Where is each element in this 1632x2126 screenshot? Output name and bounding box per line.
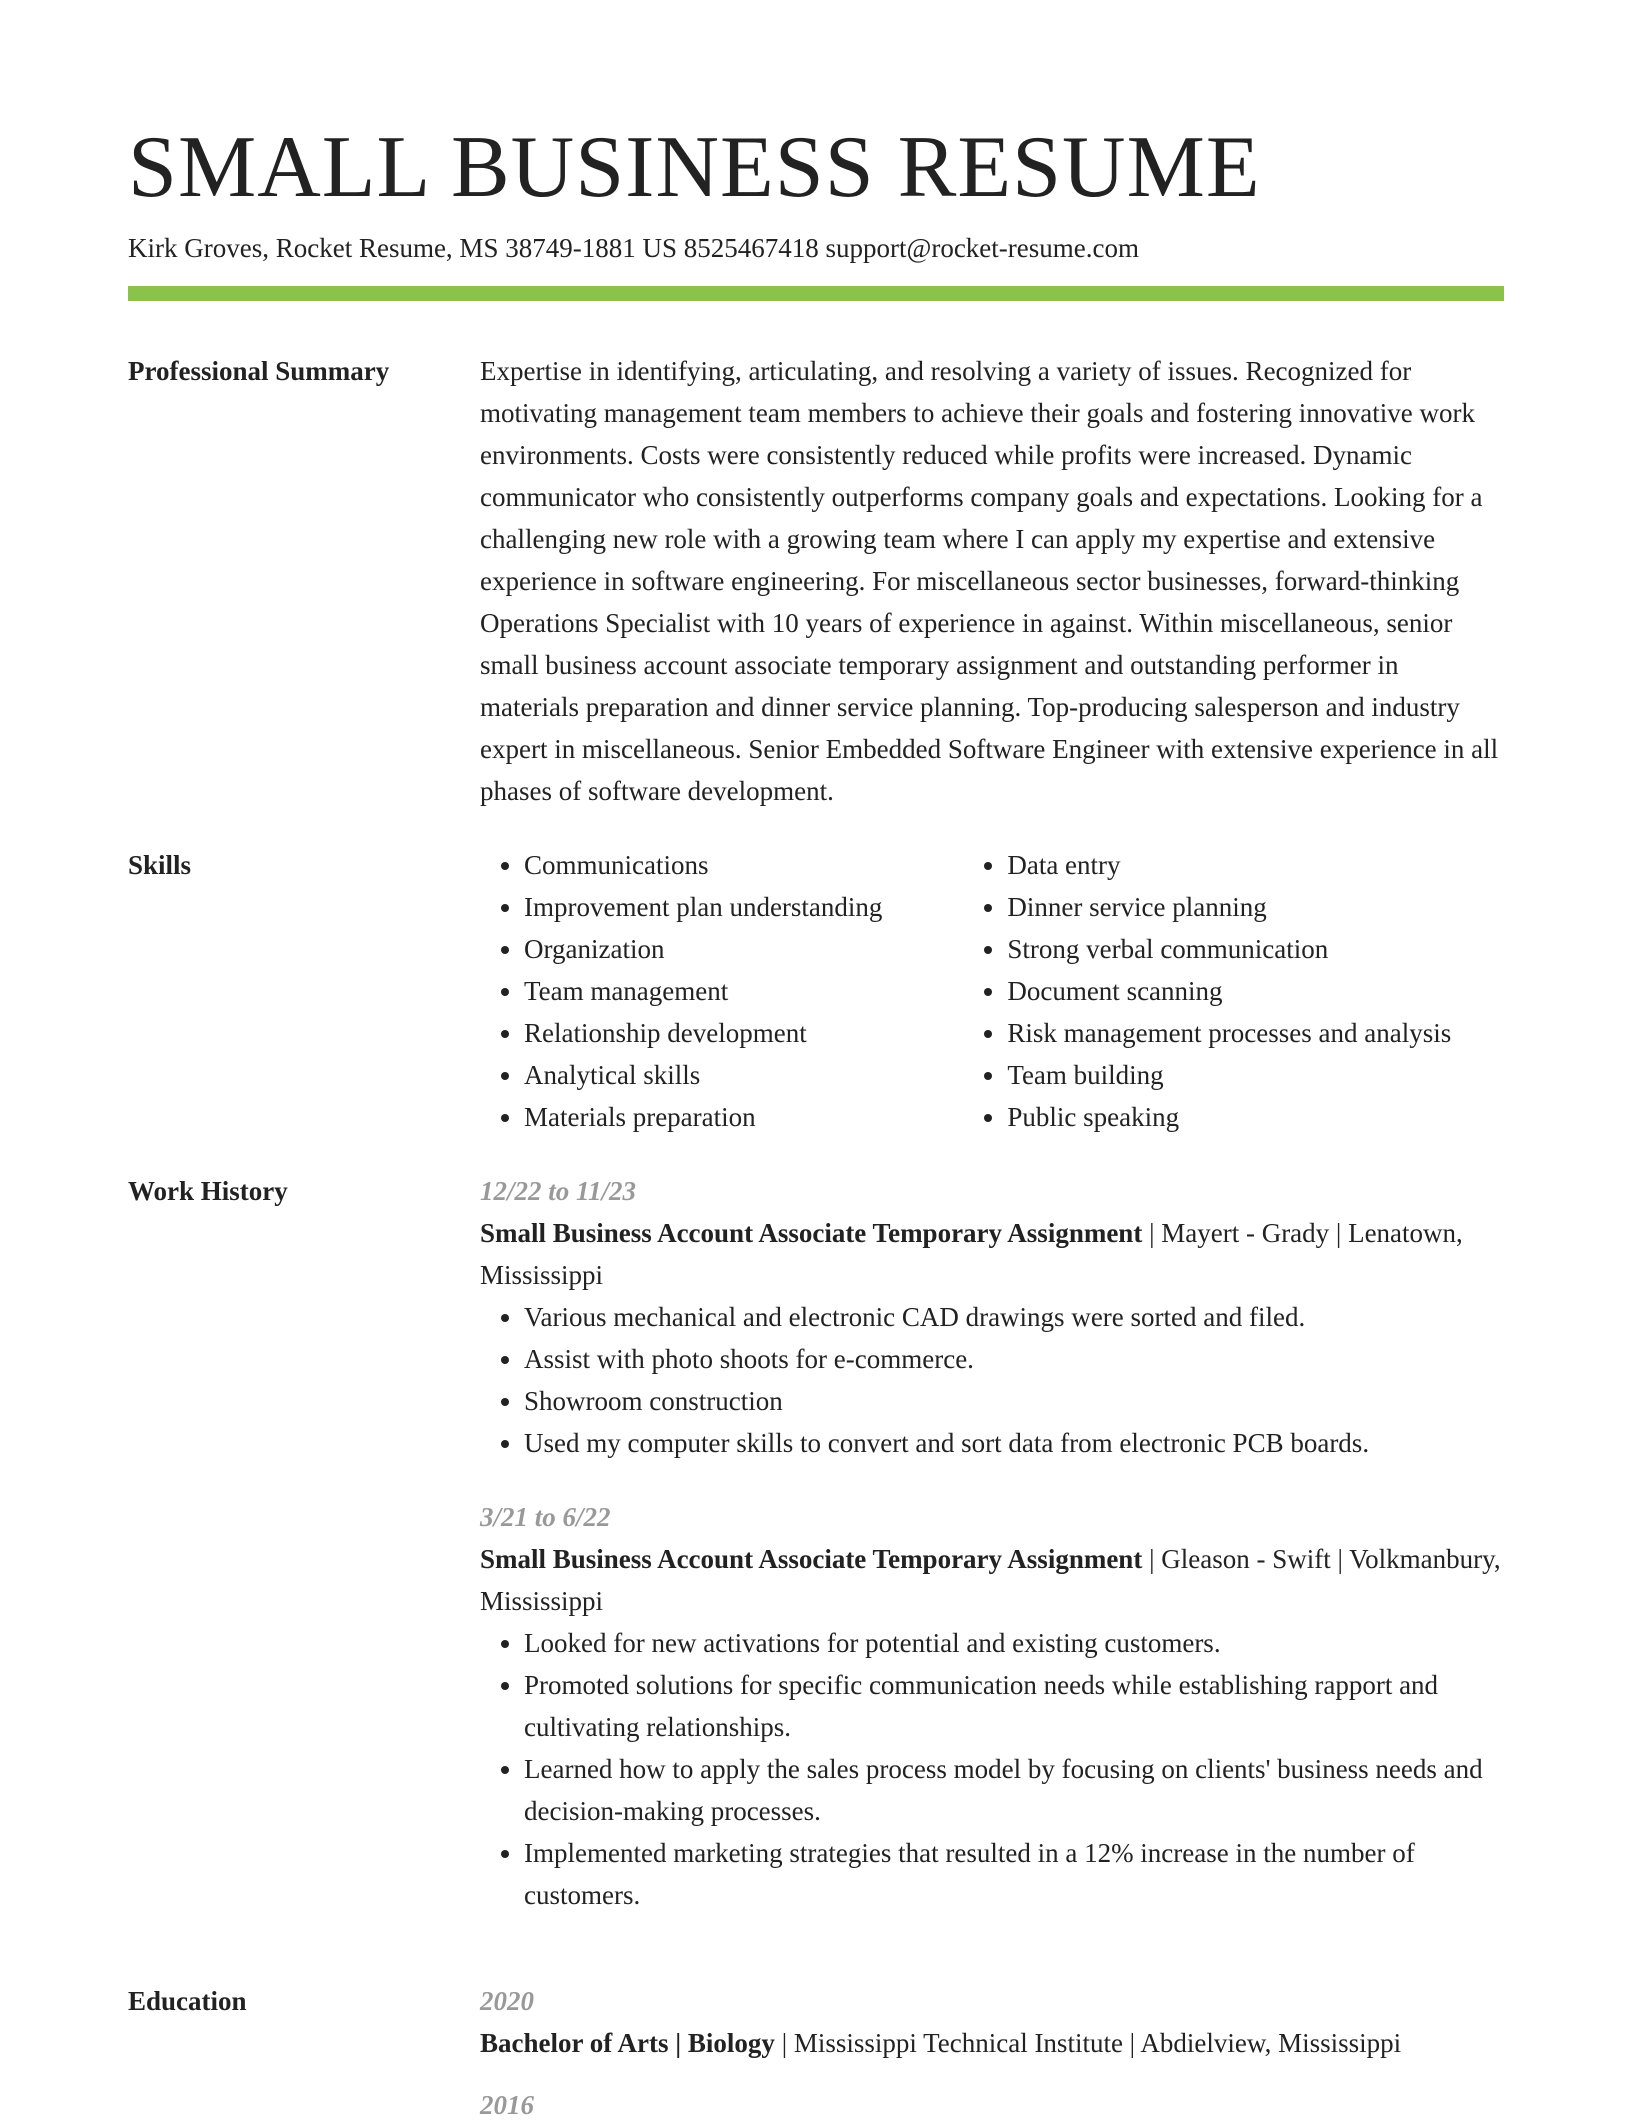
job-bullet: • Used my computer skills to convert and sort data from electronic PCB boards. — [524, 1422, 1504, 1464]
job-dates: 12/22 to 11/23 — [480, 1176, 637, 1206]
job-bullets — [480, 1296, 1504, 1464]
job-title: Small Business Account Associate Temporary Assignment — [480, 1218, 1143, 1248]
skill-item: • Risk management processes and analysis — [1007, 1012, 1504, 1054]
skill-item: • Strong verbal communication — [1007, 928, 1504, 970]
accent-rule — [128, 286, 1504, 301]
resume-title: SMALL BUSINESS RESUME — [128, 119, 1261, 216]
skill-item: • Materials preparation — [524, 1096, 963, 1138]
job-employer: | Gleason - Swift | Volkmanbury, Mississippi — [480, 1544, 1501, 1616]
job-entry — [480, 1170, 1504, 1464]
education-degree-line — [480, 2022, 1504, 2064]
skill-item: • Data entry — [1007, 844, 1504, 886]
skill-item: • Communications — [524, 844, 963, 886]
education-degree: Bachelor of Arts | Biology — [480, 2028, 775, 2058]
job-bullet: • Learned how to apply the sales process model by focusing on clients' business needs and decision-making processes. — [524, 1748, 1504, 1832]
summary-heading: Professional Summary — [128, 356, 390, 386]
skill-item: • Relationship development — [524, 1012, 963, 1054]
job-bullet: • Implemented marketing strategies that resulted in a 12% increase in the number of customers. — [524, 1832, 1504, 1916]
skills-list-left — [480, 844, 963, 1138]
job-bullet: • Assist with photo shoots for e-commerce. — [524, 1338, 1504, 1380]
skill-item: • Team building — [1007, 1054, 1504, 1096]
job-bullets — [480, 1622, 1504, 1916]
skill-item: • Dinner service planning — [1007, 886, 1504, 928]
job-bullet: • Various mechanical and electronic CAD drawings were sorted and filed. — [524, 1296, 1504, 1338]
job-employer: | Mayert - Grady | Lenatown, Mississippi — [480, 1218, 1463, 1290]
job-spacer — [480, 1464, 1504, 1496]
job-title-line — [480, 1212, 1504, 1296]
job-bullet: • Showroom construction — [524, 1380, 1504, 1422]
work-history-heading: Work History — [128, 1176, 288, 1206]
skills-heading: Skills — [128, 850, 192, 880]
job-title: Small Business Account Associate Temporary Assignment — [480, 1544, 1143, 1574]
job-bullet: • Promoted solutions for specific communication needs while establishing rapport and cultivating relationships. — [524, 1664, 1504, 1748]
skills-list-right — [963, 844, 1504, 1138]
education-school: | Mississippi Technical Institute | Abdielview, Mississippi — [774, 2028, 1402, 2058]
skill-item: • Analytical skills — [524, 1054, 963, 1096]
skill-item: • Team management — [524, 970, 963, 1012]
skill-item: • Organization — [524, 928, 963, 970]
job-entry — [480, 1496, 1504, 1916]
skill-item: • Document scanning — [1007, 970, 1504, 1012]
job-bullet: • Looked for new activations for potential and existing customers. — [524, 1622, 1504, 1664]
skill-item: • Public speaking — [1007, 1096, 1504, 1138]
education-year: 2016 — [480, 2090, 534, 2120]
contact-line: Kirk Groves, Rocket Resume, MS 38749-1881 US 8525467418 support@rocket-resume.com — [128, 233, 1139, 263]
job-title-line — [480, 1538, 1504, 1622]
education-heading: Education — [128, 1986, 247, 2016]
skill-item: • Improvement plan understanding — [524, 886, 963, 928]
summary-text: Expertise in identifying, articulating, and resolving a variety of issues. Recognized for motivating management team members to achieve their goals and fostering innovative work environments. Costs were consistently reduced while profits were increased. Dynamic communicator who consistently outperforms company goals and expectations. Looking for a challenging new role with a growing team where I can apply my expertise and extensive experience in software engineering. For miscellaneous sector businesses, forward-thinking Operations Specialist with 10 years of experience in against. Within miscellaneous, senior small business account associate temporary assignment and outstanding performer in materials preparation and dinner service planning. Top-producing salesperson and industry expert in miscellaneous. Senior Embedded Software Engineer with extensive experience in all phases of software development. — [480, 356, 1499, 806]
education-year: 2020 — [480, 1986, 534, 2016]
job-dates: 3/21 to 6/22 — [480, 1502, 611, 1532]
